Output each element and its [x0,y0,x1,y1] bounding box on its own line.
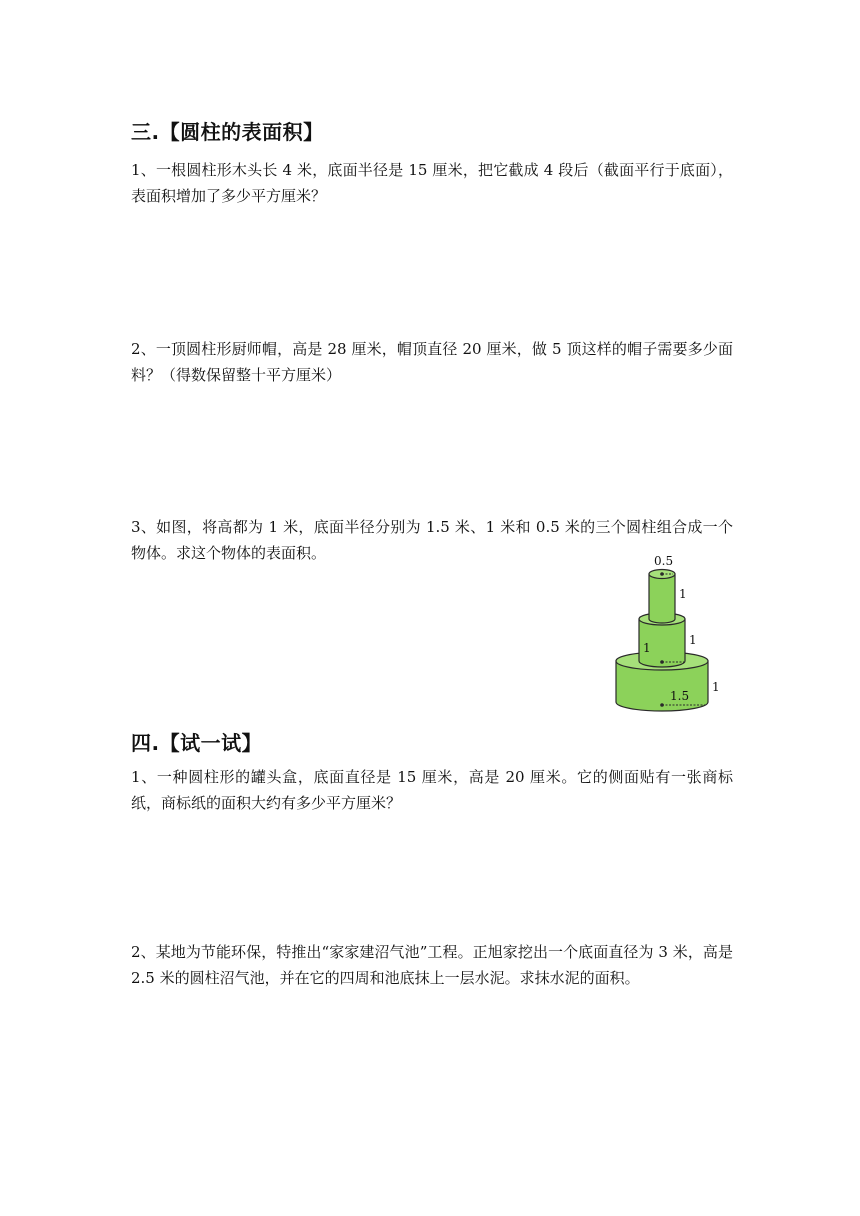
stacked-cylinders-figure [610,552,730,717]
problem-3-3: 3、如图，将高都为 1 米，底面半径分别为 1.5 米、1 米和 0.5 米的三个圆柱组合成一个物体。求这个物体的表面积。 [131,518,733,562]
problem-4-1: 1、一种圆柱形的罐头盒，底面直径是 15 厘米，高是 20 厘米。它的侧面贴有一张商标纸，商标纸的面积大约有多少平方厘米？ [131,768,733,812]
section-title-surface-area: 三.【圆柱的表面积】 [131,120,324,144]
label-middle-height: 1 [689,633,697,647]
top-cylinder [649,570,675,624]
problem-3-2: 2、一顶圆柱形厨师帽，高是 28 厘米，帽顶直径 20 厘米，做 5 顶这样的帽子需要多少面料？（得数保留整十平方厘米） [131,340,733,384]
label-middle-left: 1 [643,641,651,655]
problem-3-1: 1、一根圆柱形木头长 4 米，底面半径是 15 厘米，把它截成 4 段后（截面平行于底面），表面积增加了多少平方厘米？ [131,161,733,205]
stacked-cylinders-diagram [610,552,730,717]
label-top-radius: 0.5 [654,554,674,568]
label-bottom-radius: 1.5 [670,689,690,703]
section-title-try-it: 四.【试一试】 [131,731,263,755]
label-bottom-height: 1 [712,680,720,694]
label-top-height: 1 [679,587,687,601]
problem-4-2: 2、某地为节能环保，特推出“家家建沼气池”工程。正旭家挖出一个底面直径为 3 米，高是 2.5 米的圆柱沼气池，并在它的四周和池底抹上一层水泥。求抹水泥的面积。 [131,943,733,987]
